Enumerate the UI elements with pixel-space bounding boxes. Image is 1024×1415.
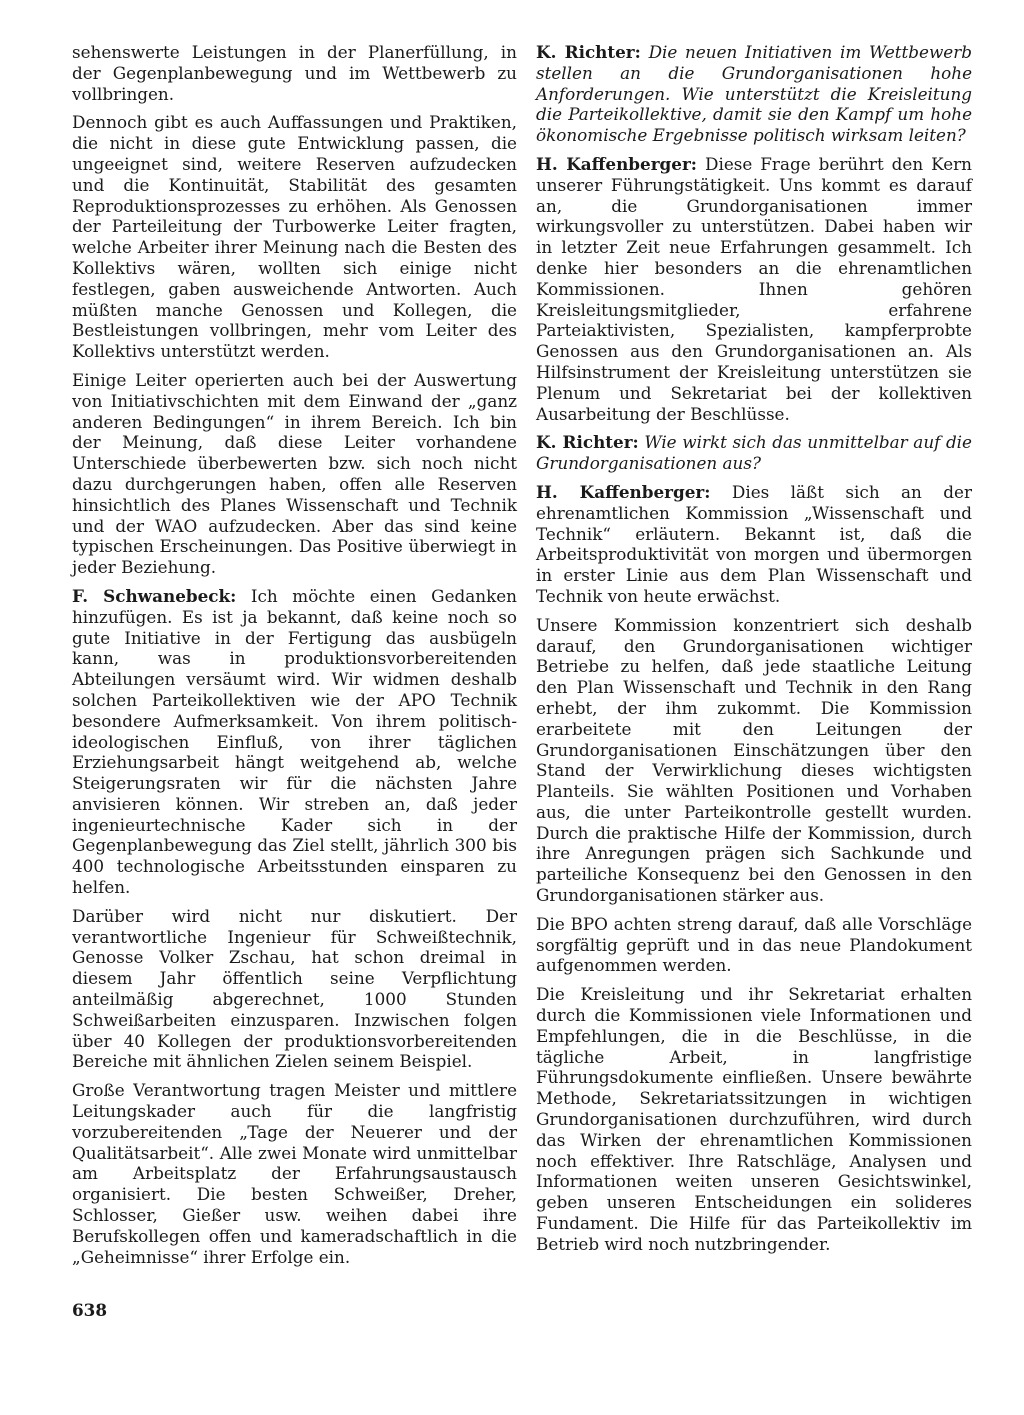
speaker-richter: K. Richter:	[536, 432, 639, 453]
right-column	[536, 42, 972, 1263]
answer-2-text: Dies läßt sich an der ehrenamtlichen Kommission „Wissenschaft und Technik“ erläutern. Bekannt ist, daß die Arbeitsproduktivität von morgen und übermorgen in erster Linie aus dem Plan Wissenschaft und Technik von heute erwächst.	[536, 481, 972, 606]
question-1-text: Die neuen Initiativen im Wettbewerb stellen an die Grundorganisationen hohe Anforderungen. Wie unterstützt die Kreisleitung die Parteikollektive, damit sie den Kampf um hohe ökonomische Ergebnisse politisch wirksam leiten?	[536, 42, 973, 146]
question-1	[536, 42, 972, 146]
right-paragraph-6: Die BPO achten streng darauf, daß alle Vorschläge sorgfältig geprüft und in das neue Plandokument aufgenommen werden.	[536, 913, 972, 976]
left-paragraph-5: Darüber wird nicht nur diskutiert. Der verantwortliche Ingenieur für Schweißtechnik, Genosse Volker Zschau, hat schon dreimal in diesem Jahr öffentlich seine Verpflichtung anteilmäßig abgerechnet, 1000 Stunden Schweißarbeiten einzusparen. Inzwischen folgen über 40 Kollegen der produktionsvorbereitenden Bereiche mit ähnlichen Zielen seinem Beispiel.	[72, 905, 517, 1072]
speaker-richter: K. Richter:	[536, 42, 641, 62]
answer-2	[536, 482, 972, 607]
left-column	[72, 42, 517, 1275]
schwanebeck-statement: Ich möchte einen Gedanken hinzufügen. Es ist ja bekannt, daß keine noch so gute Initiative in der Fertigung das ausbügeln kann, was in produktionsvorbereitenden Abteilungen versäumt wird. Wir widmen deshalb solchen Parteikollektiven wie der APO Technik besondere Aufmerksamkeit. Von ihrem politisch-ideologischen Einfluß, von ihrer täglichen Erziehungsarbeit hängt weitgehend ab, welche Steigerungsraten wir für die nächsten Jahre anvisieren können. Wir streben an, daß jeder ingenieurtechnische Kader sich in der Gegenplanbewegung das Ziel stellt, jährlich 300 bis 400 technologische Arbeitsstunden einsparen zu helfen.	[72, 585, 517, 898]
right-paragraph-7: Die Kreisleitung und ihr Sekretariat erhalten durch die Kommissionen viele Informationen und Empfehlungen, die in die Beschlüsse, in die tägliche Arbeit, in langfristige Führungsdokumente einfließen. Unsere bewährte Methode, Sekretariatssitzungen in wichtigen Grundorganisationen durchzuführen, wird durch das Wirken der ehrenamtlichen Kommissionen noch effektiver. Ihre Ratschläge, Analysen und Informationen weiten unseren Gesichtswinkel, geben unseren Entscheidungen ein solideres Fundament. Die Hilfe für das Parteikollektiv im Betrieb wird noch nutzbringender.	[536, 984, 972, 1254]
left-paragraph-6: Große Verantwortung tragen Meister und mittlere Leitungskader auch für die langfristig vorzubereitenden „Tage der Neuerer und der Qualitätsarbeit“. Alle zwei Monate wird unmittelbar am Arbeitsplatz der Erfahrungsaustausch organisiert. Die besten Schweißer, Dreher, Schlosser, Gießer usw. weihen dabei ihre Berufskollegen offen und kameradschaftlich in die „Geheimnisse“ ihrer Erfolge ein.	[72, 1080, 517, 1267]
question-2-text: Wie wirkt sich das unmittelbar auf die Grundorganisationen aus?	[536, 432, 972, 474]
left-paragraph-1: sehenswerte Leistungen in der Planerfüllung, in der Gegenplanbewegung und im Wettbewerb zu vollbringen.	[72, 42, 517, 104]
answer-1-text: Diese Frage berührt den Kern unserer Führungstätigkeit. Uns kommt es darauf an, die Grundorganisationen immer wirkungsvoller zu unterstützen. Dabei haben wir in letzter Zeit neue Erfahrungen gesammelt. Ich denke hier besonders an die ehrenamtlichen Kommissionen. Ihnen gehören Kreisleitungsmitglieder, erfahrene Parteiaktivisten, Spezialisten, kampferprobte Genossen aus den Grundorganisationen an. Als Hilfsinstrument der Kreisleitung unterstützen sie Plenum und Sekretariat bei der kollektiven Ausarbeitung der Beschlüsse.	[536, 153, 972, 424]
right-paragraph-5: Unsere Kommission konzentriert sich deshalb darauf, den Grundorganisationen wichtiger Betriebe zu helfen, daß jede staatliche Leitung den Plan Wissenschaft und Technik in den Rang erhebt, der ihm zukommt. Die Kommission erarbeitete mit den Leitungen der Grundorganisationen Einschätzungen über den Stand der Verwirklichung dieses wichtigsten Planteils. Sie wählten Positionen und Vorhaben aus, die unter Parteikontrolle gestellt wurden. Durch die praktische Hilfe der Kommission, durch ihre Anregungen prägen sich Sachkunde und parteiliche Konsequenz bei den Genossen in den Grundorganisationen stärker aus.	[536, 614, 972, 906]
speaker-kaffenberger: H. Kaffenberger:	[536, 153, 697, 174]
left-paragraph-4	[72, 586, 517, 898]
left-paragraph-3: Einige Leiter operierten auch bei der Auswertung von Initiativschichten mit dem Einwand der „ganz anderen Bedingungen“ in ihrem Bereich. Ich bin der Meinung, daß diese Leiter vorhandene Unterschiede überbewerten bzw. sich noch nicht dazu durchgerungen haben, offen alle Reserven hinsichtlich des Planes Wissenschaft und Technik und der WAO aufzudecken. Aber das sind keine typischen Erscheinungen. Das Positive überwiegt in jeder Beziehung.	[72, 369, 517, 578]
speaker-schwanebeck: F. Schwanebeck:	[72, 585, 237, 606]
speaker-kaffenberger: H. Kaffenberger:	[536, 481, 711, 502]
page-number: 638	[72, 1300, 108, 1320]
left-paragraph-2: Dennoch gibt es auch Auffassungen und Praktiken, die nicht in diese gute Entwicklung passen, die ungeeignet sind, weitere Reserven aufzudecken und die Kontinuität, Stabilität des gesamten Reproduktionsprozesses zu erhöhen. Als Genossen der Parteileitung der Turbowerke Leiter fragten, welche Arbeiter ihrer Meinung nach die Besten des Kollektivs wären, wollten sich einige nicht festlegen, gaben ausweichende Antworten. Auch müßten manche Genossen und Kollegen, die Bestleistungen vollbringen, mehr vom Leiter des Kollektivs unterstützt werden.	[72, 112, 517, 362]
answer-1	[536, 154, 972, 424]
question-2	[536, 432, 972, 474]
